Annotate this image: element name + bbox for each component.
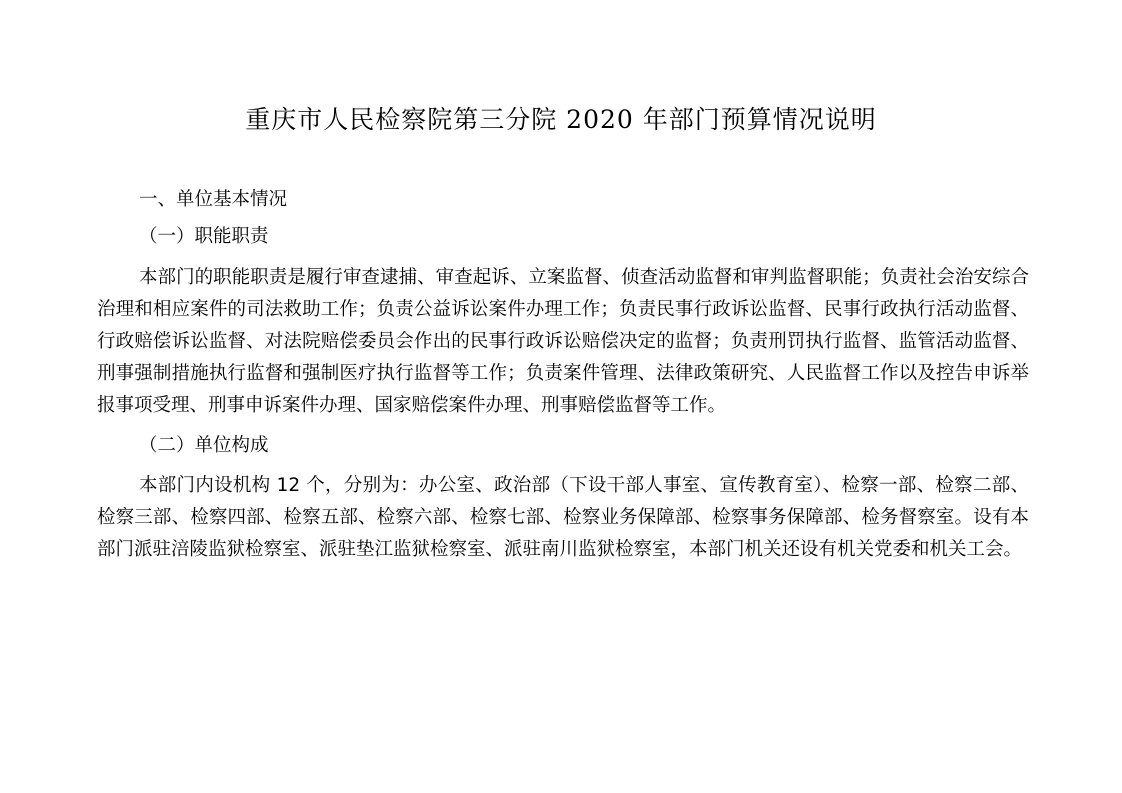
subsection-heading-duties: （一）职能职责 [139,226,269,247]
subsection-heading-structure: （二）单位构成 [139,435,269,456]
document-body [97,184,1029,566]
paragraph-structure: 本部门内设机构 12 个，分别为：办公室、政治部（下设干部人事室、宣传教育室）、检察一部、检察二部、检察三部、检察四部、检察五部、检察六部、检察七部、检察业务保障部、检察事务保障部、检务督察室。设有本部门派驻涪陵监狱检察室、派驻垫江监狱检察室、派驻南川监狱检察室，本部门机关还设有机关党委和机关工会。 [97,475,1029,560]
paragraph-duties: 本部门的职能职责是履行审查逮捕、审查起诉、立案监督、侦查活动监督和审判监督职能；负责社会治安综合治理和相应案件的司法救助工作；负责公益诉讼案件办理工作；负责民事行政诉讼监督、民事行政执行活动监督、行政赔偿诉讼监督、对法院赔偿委员会作出的民事行政诉讼赔偿决定的监督；负责刑罚执行监督、监管活动监督、刑事强制措施执行监督和强制医疗执行监督等工作；负责案件管理、法律政策研究、人民监督工作以及控告申诉举报事项受理、刑事申诉案件办理、国家赔偿案件办理、刑事赔偿监督等工作。 [97,267,1029,416]
section-heading-basic-info: 一、单位基本情况 [139,189,288,210]
document-title: 重庆市人民检察院第三分院 2020 年部门预算情况说明 [245,105,877,134]
